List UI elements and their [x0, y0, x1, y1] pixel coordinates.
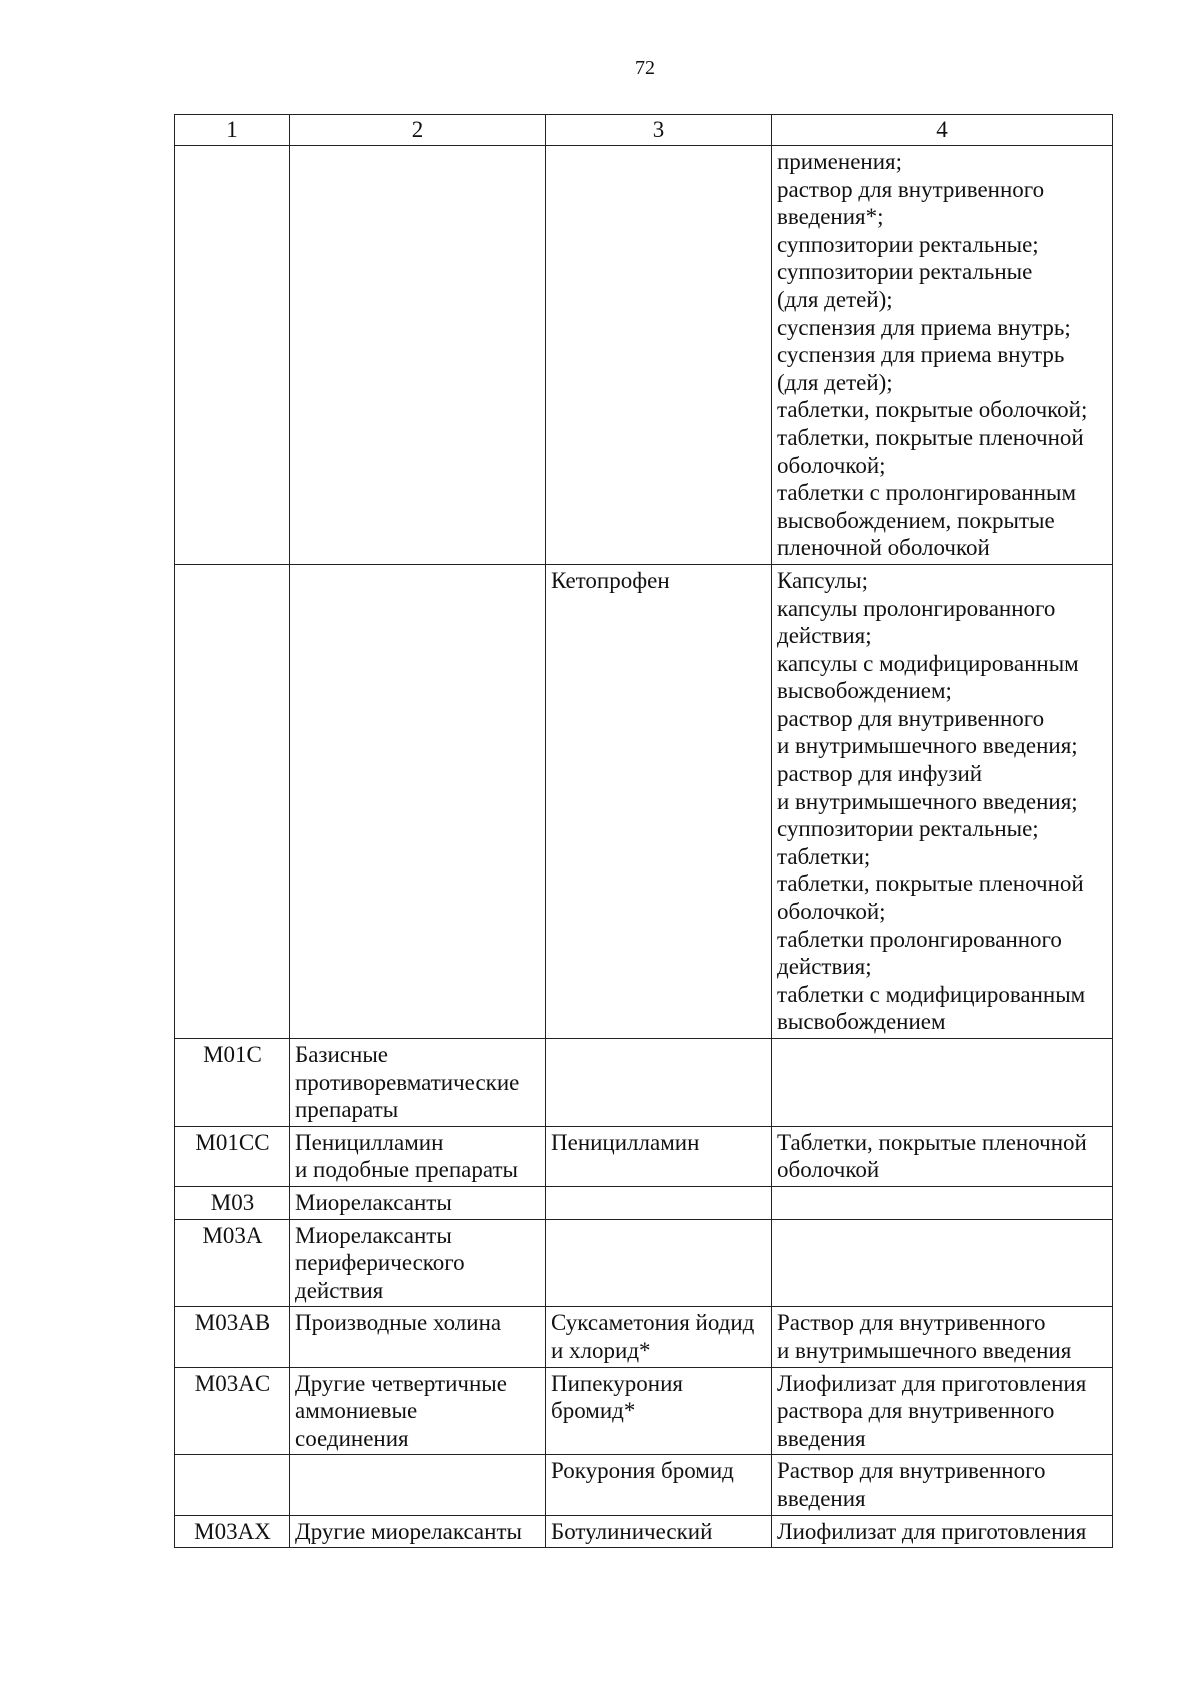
group-name-cell [290, 564, 546, 1038]
table-row [175, 1455, 1113, 1515]
cell-line: таблетки, покрытые пленочной [777, 871, 1084, 897]
group-name-cell [290, 1515, 546, 1548]
drug-name-cell [546, 1039, 772, 1127]
cell-line: капсулы с модифицированным [777, 650, 1079, 676]
table-row [175, 1219, 1113, 1307]
table-row [175, 1515, 1113, 1548]
cell-line: и подобные препараты [295, 1157, 518, 1183]
group-name-cell [290, 1455, 546, 1515]
dosage-forms-cell [772, 1219, 1113, 1307]
atc-code-cell: M01C [175, 1039, 290, 1127]
cell-line: введения*; [777, 204, 884, 230]
drug-name-cell [546, 564, 772, 1038]
group-name-cell [290, 1367, 546, 1455]
cell-line: и хлорид* [551, 1337, 651, 1363]
drug-table [174, 114, 1113, 1548]
cell-line: Рокурония бромид [551, 1458, 734, 1484]
atc-code-cell: M03A [175, 1219, 290, 1307]
atc-code-cell: M03AC [175, 1367, 290, 1455]
table-row [175, 146, 1113, 565]
cell-line: раствор для инфузий [777, 761, 983, 787]
dosage-forms-cell [772, 1126, 1113, 1186]
cell-line: Другие четвертичные [295, 1370, 507, 1396]
cell-line: Кетопрофен [551, 567, 670, 593]
cell-line: Лиофилизат для приготовления [777, 1370, 1087, 1396]
atc-code-cell: M03 [175, 1186, 290, 1219]
atc-code-cell: M01CC [175, 1126, 290, 1186]
group-name-cell [290, 1039, 546, 1127]
cell-line: суспензия для приема внутрь; [777, 314, 1071, 340]
cell-line: таблетки с модифицированным [777, 981, 1086, 1007]
cell-line: Миорелаксанты [295, 1189, 452, 1215]
column-header-4: 4 [772, 115, 1113, 146]
cell-line: Таблетки, покрытые пленочной [777, 1129, 1087, 1155]
cell-line: таблетки; [777, 843, 871, 869]
cell-line: противоревматические [295, 1069, 520, 1095]
cell-line: и внутримышечного введения; [777, 788, 1078, 814]
cell-line: суппозитории ректальные; [777, 816, 1039, 842]
table-row [175, 1367, 1113, 1455]
cell-line: раствор для внутривенного [777, 705, 1045, 731]
drug-name-cell [546, 1219, 772, 1307]
cell-line: суппозитории ректальные [777, 259, 1033, 285]
cell-line: Миорелаксанты [295, 1222, 452, 1248]
cell-line: действия; [777, 623, 872, 649]
cell-line: введения [777, 1425, 866, 1451]
cell-line: аммониевые [295, 1398, 418, 1424]
cell-line: раствора для внутривенного [777, 1398, 1055, 1424]
cell-line: применения; [777, 149, 902, 174]
cell-line: высвобождением [777, 1009, 946, 1035]
cell-line: раствор для внутривенного [777, 176, 1045, 202]
drug-name-cell [546, 1186, 772, 1219]
atc-code-cell: M03AX [175, 1515, 290, 1548]
table-row [175, 564, 1113, 1038]
cell-line: таблетки с пролонгированным [777, 480, 1077, 506]
cell-line: Суксаметония йодид [551, 1310, 755, 1336]
cell-line: Ботулинический [551, 1518, 713, 1544]
cell-line: препараты [295, 1097, 399, 1123]
cell-line: оболочкой; [777, 452, 886, 478]
cell-line: капсулы пролонгированного [777, 595, 1056, 621]
cell-line: Пипекурония [551, 1370, 683, 1396]
column-header-2: 2 [290, 115, 546, 146]
cell-line: Другие миорелаксанты [295, 1518, 522, 1544]
atc-code-cell: M03AB [175, 1307, 290, 1367]
cell-line: (для детей); [777, 286, 893, 312]
cell-line: соединения [295, 1425, 409, 1451]
dosage-forms-cell [772, 564, 1113, 1038]
cell-line: высвобождением, покрытые [777, 507, 1055, 533]
drug-name-cell [546, 1455, 772, 1515]
cell-line: (для детей); [777, 369, 893, 395]
atc-code-cell [175, 1455, 290, 1515]
group-name-cell [290, 1219, 546, 1307]
dosage-forms-cell [772, 1307, 1113, 1367]
table-row [175, 1186, 1113, 1219]
group-name-cell [290, 1307, 546, 1367]
cell-line: Капсулы; [777, 567, 868, 593]
cell-line: суспензия для приема внутрь [777, 342, 1065, 368]
cell-line: таблетки, покрытые пленочной [777, 424, 1084, 450]
cell-line: действия; [777, 954, 872, 980]
table-row [175, 1039, 1113, 1127]
drug-name-cell [546, 1367, 772, 1455]
cell-line: Лиофилизат для приготовления [777, 1518, 1087, 1544]
cell-line: Производные холина [295, 1310, 502, 1336]
group-name-cell [290, 1186, 546, 1219]
cell-line: бромид* [551, 1398, 636, 1424]
cell-line: действия [295, 1277, 384, 1303]
dosage-forms-cell [772, 146, 1113, 565]
cell-line: и внутримышечного введения [777, 1337, 1072, 1363]
table-row [175, 1307, 1113, 1367]
cell-line: Пеницилламин [295, 1129, 444, 1155]
cell-line: периферического [295, 1250, 465, 1276]
column-header-3: 3 [546, 115, 772, 146]
atc-code-cell [175, 146, 290, 565]
table-row [175, 1126, 1113, 1186]
atc-code-cell [175, 564, 290, 1038]
cell-line: Пеницилламин [551, 1129, 700, 1155]
table-body [175, 146, 1113, 1548]
group-name-cell [290, 146, 546, 565]
group-name-cell [290, 1126, 546, 1186]
cell-line: таблетки пролонгированного [777, 926, 1062, 952]
cell-line: Базисные [295, 1042, 388, 1067]
cell-line: оболочкой [777, 1157, 880, 1183]
cell-line: суппозитории ректальные; [777, 231, 1039, 257]
drug-name-cell [546, 146, 772, 565]
cell-line: и внутримышечного введения; [777, 733, 1078, 759]
cell-line: введения [777, 1485, 866, 1511]
drug-name-cell [546, 1307, 772, 1367]
cell-line: высвобождением; [777, 678, 952, 704]
dosage-forms-cell [772, 1039, 1113, 1127]
cell-line: пленочной оболочкой [777, 535, 990, 561]
column-header-1: 1 [175, 115, 290, 146]
drug-name-cell [546, 1515, 772, 1548]
page-number: 72 [635, 57, 655, 79]
table-header-row [175, 115, 1113, 146]
cell-line: оболочкой; [777, 899, 886, 925]
cell-line: таблетки, покрытые оболочкой; [777, 397, 1088, 423]
dosage-forms-cell [772, 1186, 1113, 1219]
dosage-forms-cell [772, 1367, 1113, 1455]
drug-name-cell [546, 1126, 772, 1186]
dosage-forms-cell [772, 1515, 1113, 1548]
dosage-forms-cell [772, 1455, 1113, 1515]
cell-line: Раствор для внутривенного [777, 1310, 1046, 1336]
cell-line: Раствор для внутривенного [777, 1458, 1046, 1484]
